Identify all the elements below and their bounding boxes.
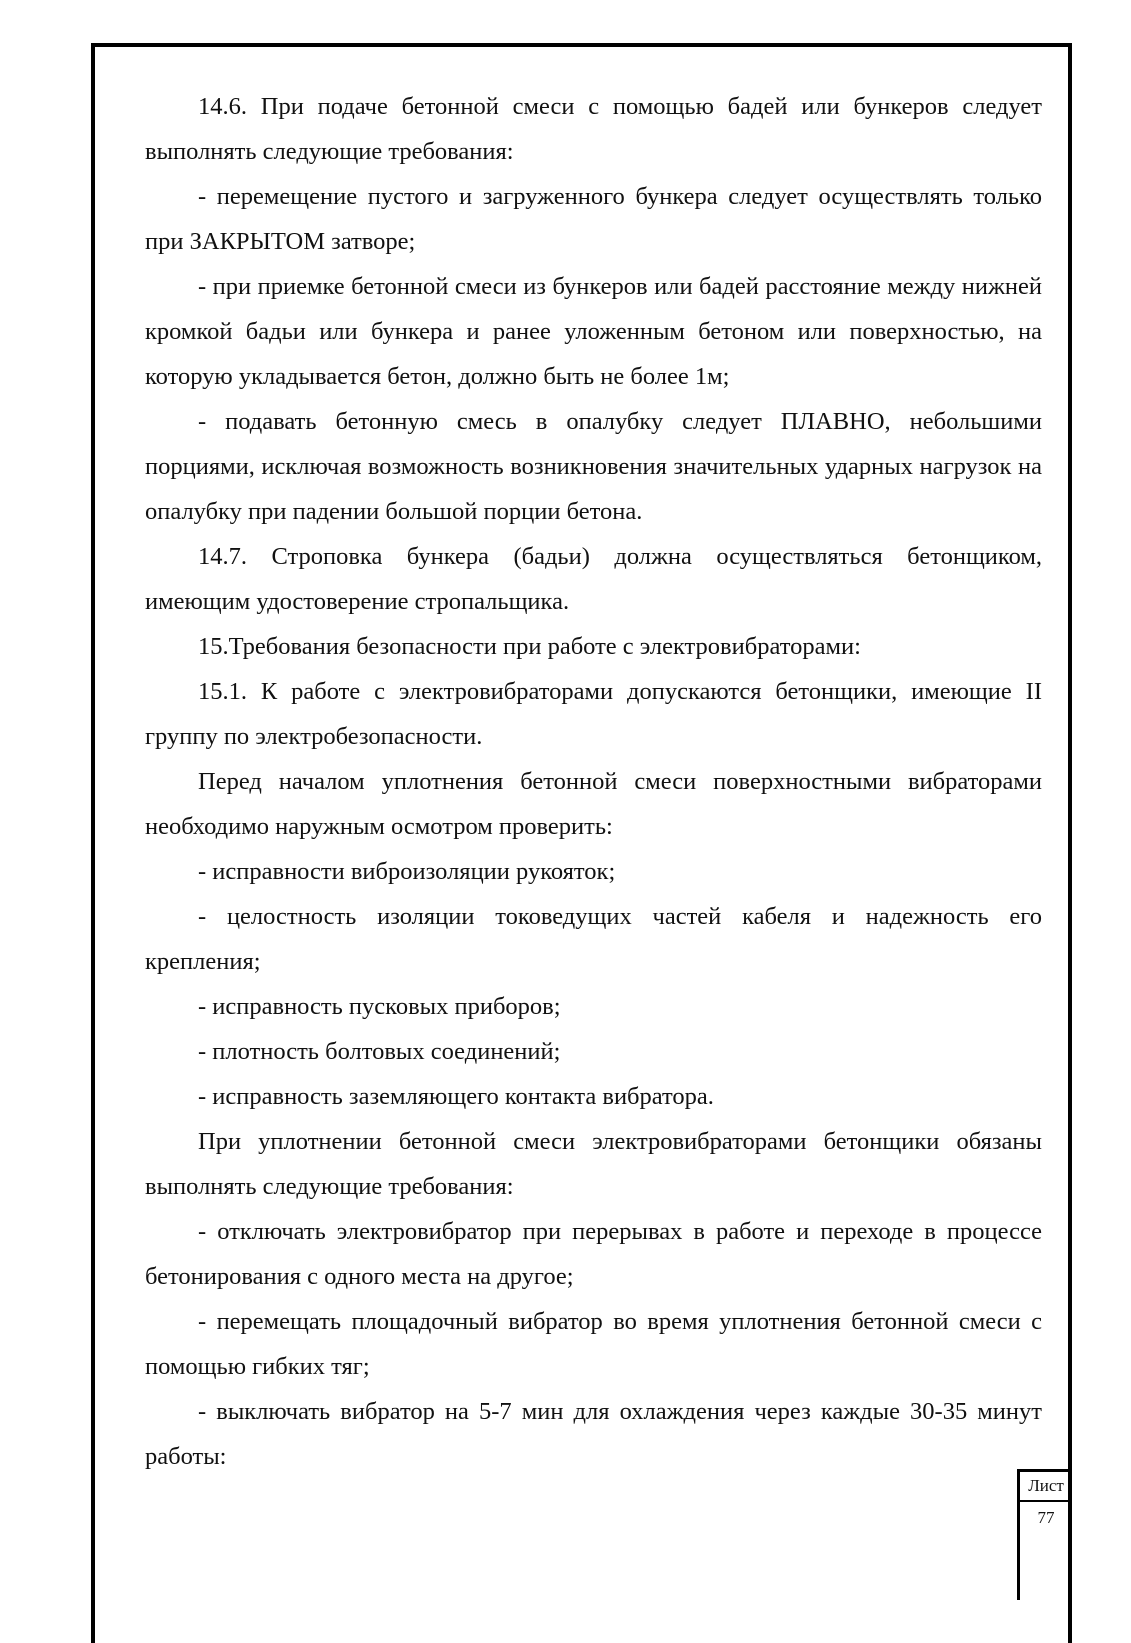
- list-item: - отключать электровибратор при перерывах в работе и переходе в процессе бетонирования с одного места на другое;: [145, 1218, 1042, 1290]
- list-item: - исправность пусковых приборов;: [198, 993, 561, 1020]
- sheet-number-box: [1017, 1469, 1072, 1600]
- paragraph-14-7: 14.7. Строповка бункера (бадьи) должна осуществляться бетонщиком, имеющим удостоверение стропальщика.: [145, 543, 1042, 615]
- list-item: - подавать бетонную смесь в опалубку следует ПЛАВНО, небольшими порциями, исключая возможность возникновения значительных ударных нагрузок на опалубку при падении большой порции бетона.: [145, 408, 1042, 525]
- paragraph: Перед началом уплотнения бетонной смеси поверхностными вибраторами необходимо наружным осмотром проверить:: [145, 768, 1042, 840]
- list-item: - при приемке бетонной смеси из бункеров или бадей расстояние между нижней кромкой бадьи или бункера и ранее уложенным бетоном или поверхностью, на которую укладывается бетон, должно быть не более 1м;: [145, 273, 1042, 390]
- sheet-label: Лист: [1020, 1472, 1072, 1502]
- list-item: - плотность болтовых соединений;: [198, 1038, 561, 1065]
- list-item: - исправность заземляющего контакта вибратора.: [198, 1083, 714, 1110]
- paragraph-14-6: 14.6. При подаче бетонной смеси с помощью бадей или бункеров следует выполнять следующие требования:: [145, 93, 1042, 165]
- list-item: - перемещать площадочный вибратор во время уплотнения бетонной смеси с помощью гибких тяг;: [145, 1308, 1042, 1380]
- list-item: - выключать вибратор на 5-7 мин для охлаждения через каждые 30-35 минут работы:: [145, 1398, 1042, 1470]
- paragraph-15-1: 15.1. К работе с электровибраторами допускаются бетонщики, имеющие II группу по электробезопасности.: [145, 678, 1042, 750]
- paragraph: При уплотнении бетонной смеси электровибраторами бетонщики обязаны выполнять следующие требования:: [145, 1128, 1042, 1200]
- list-item: - целостность изоляции токоведущих частей кабеля и надежность его крепления;: [145, 903, 1042, 975]
- section-heading-15: 15.Требования безопасности при работе с электровибраторами:: [198, 633, 861, 660]
- sheet-number: 77: [1037, 1508, 1055, 1527]
- document-body: [145, 84, 1042, 1479]
- list-item: - перемещение пустого и загруженного бункера следует осуществлять только при ЗАКРЫТОМ затворе;: [145, 183, 1042, 255]
- list-item: - исправности виброизоляции рукояток;: [198, 858, 616, 885]
